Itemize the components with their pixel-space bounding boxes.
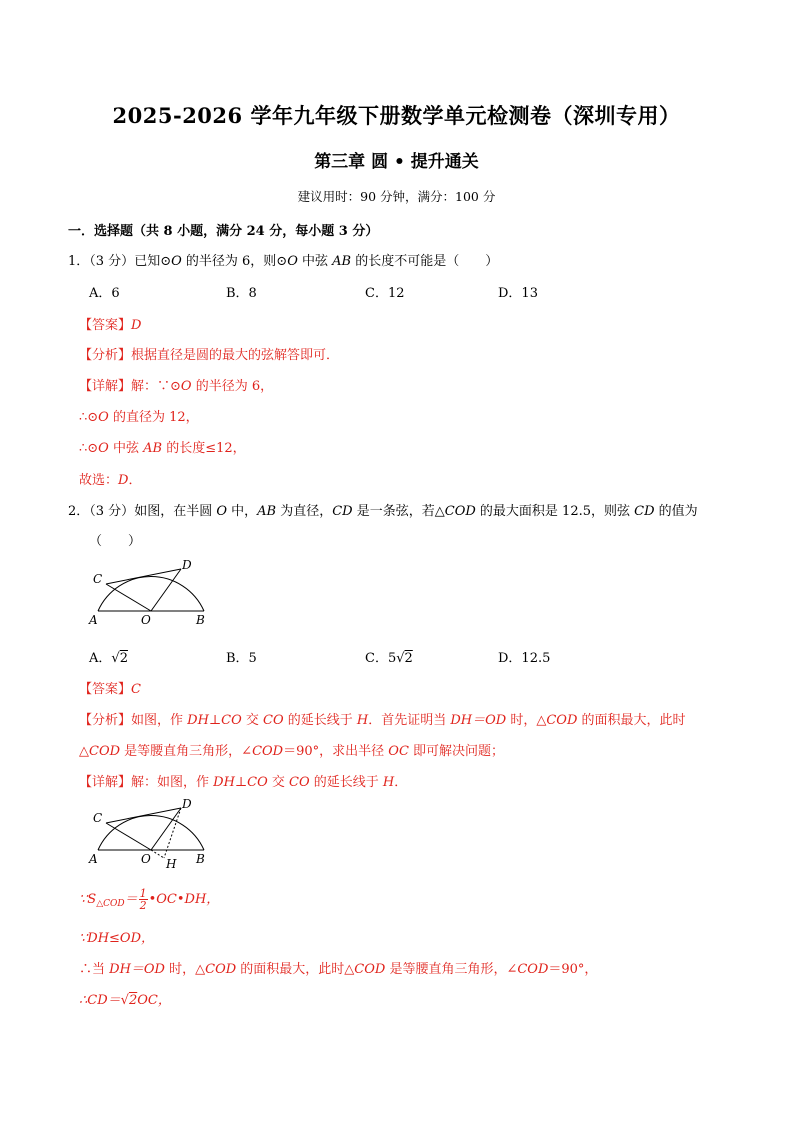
- chapter-subtitle: 第三章 圆 • 提升通关: [314, 152, 479, 172]
- q1-option-d: D．13: [498, 286, 538, 301]
- question-1-stem: 1．（3 分）已知⊙O 的半径为 6，则⊙O 中弦 AB 的长度不可能是（ ）: [68, 254, 499, 269]
- q1-option-a: A．6: [89, 286, 120, 301]
- q1-detail-1: 【详解】解：∵⊙O 的半径为 6，: [79, 379, 274, 394]
- q1-detail-2: ∴⊙O 的直径为 12，: [79, 410, 199, 425]
- q2-option-a: A．√2: [89, 651, 128, 666]
- sqrt-icon: √: [396, 651, 405, 666]
- sqrt-icon: √: [111, 651, 120, 666]
- co-extension: [151, 850, 164, 858]
- q2-option-b: B．5: [226, 651, 257, 666]
- section-heading: 一．选择题（共 8 小题，满分 24 分，每小题 3 分）: [68, 224, 379, 239]
- q1-option-c: C．12: [365, 286, 405, 301]
- label-d: D: [182, 558, 192, 572]
- semicircle-figure-2: [86, 796, 216, 872]
- page-title: 2025-2026 学年九年级下册数学单元检测卷（深圳专用）: [112, 103, 681, 128]
- q2-area-formula: $\because S_{\triangle COD}=$ $\frac{1}{2}$ •OC•DH，: [79, 887, 220, 912]
- label-b: B: [196, 613, 205, 627]
- label-o: O: [141, 613, 151, 627]
- q2-analysis-2: △COD 是等腰直角三角形，∠COD＝90°，求出半径 OC 即可解决问题；: [79, 744, 505, 759]
- chord-cd: [106, 808, 181, 823]
- q1-analysis: 【分析】根据直径是圆的最大的弦解答即可．: [79, 348, 340, 363]
- q2-answer: 【答案】C: [79, 682, 141, 697]
- segment-od: [151, 808, 181, 850]
- sqrt-icon: √: [120, 993, 129, 1008]
- segment-co: [106, 584, 151, 611]
- semicircle-figure-1: [86, 557, 216, 629]
- q1-detail-3: ∴⊙O 中弦 AB 的长度≤12，: [79, 441, 246, 456]
- label-b: B: [196, 852, 205, 866]
- arc: [98, 816, 204, 850]
- exam-meta: 建议用时：90 分钟，满分：100 分: [297, 189, 496, 204]
- label-c: C: [93, 572, 103, 586]
- question-2-stem: 2．（3 分）如图，在半圆 O 中，AB 为直径，CD 是一条弦，若△COD 的最大面积是 12.5，则弦 CD 的值为: [68, 504, 698, 519]
- q1-detail-4: 故选：D．: [79, 473, 142, 488]
- q2-analysis-1: 【分析】如图，作 DH⊥CO 交 CO 的延长线于 H．首先证明当 DH＝OD 时，△COD 的面积最大，此时: [79, 713, 686, 728]
- segment-od: [151, 569, 181, 611]
- chord-cd: [106, 569, 181, 584]
- fraction-half: $\frac{1}{2}$: [139, 887, 147, 912]
- q2-paren: （ ）: [89, 534, 142, 549]
- arc: [98, 577, 204, 611]
- label-c: C: [93, 811, 103, 825]
- label-a: A: [89, 613, 98, 627]
- q2-detail-1: 【详解】解：如图，作 DH⊥CO 交 CO 的延长线于 H．: [79, 775, 408, 790]
- q2-detail-4: ∴CD＝√2OC，: [79, 993, 171, 1008]
- q1-answer: 【答案】D: [79, 318, 142, 333]
- q2-option-d: D．12.5: [498, 651, 551, 666]
- segment-co: [106, 823, 151, 850]
- q2-inequality: ∵DH≤OD，: [79, 931, 155, 946]
- label-o: O: [141, 852, 151, 866]
- q2-option-c: C．5√2: [365, 651, 413, 666]
- label-d: D: [182, 797, 192, 811]
- label-a: A: [89, 852, 98, 866]
- label-h: H: [166, 857, 177, 871]
- q2-detail-3: ∴当 DH＝OD 时，△COD 的面积最大，此时△COD 是等腰直角三角形，∠COD＝90°，: [79, 962, 598, 977]
- q1-option-b: B．8: [226, 286, 257, 301]
